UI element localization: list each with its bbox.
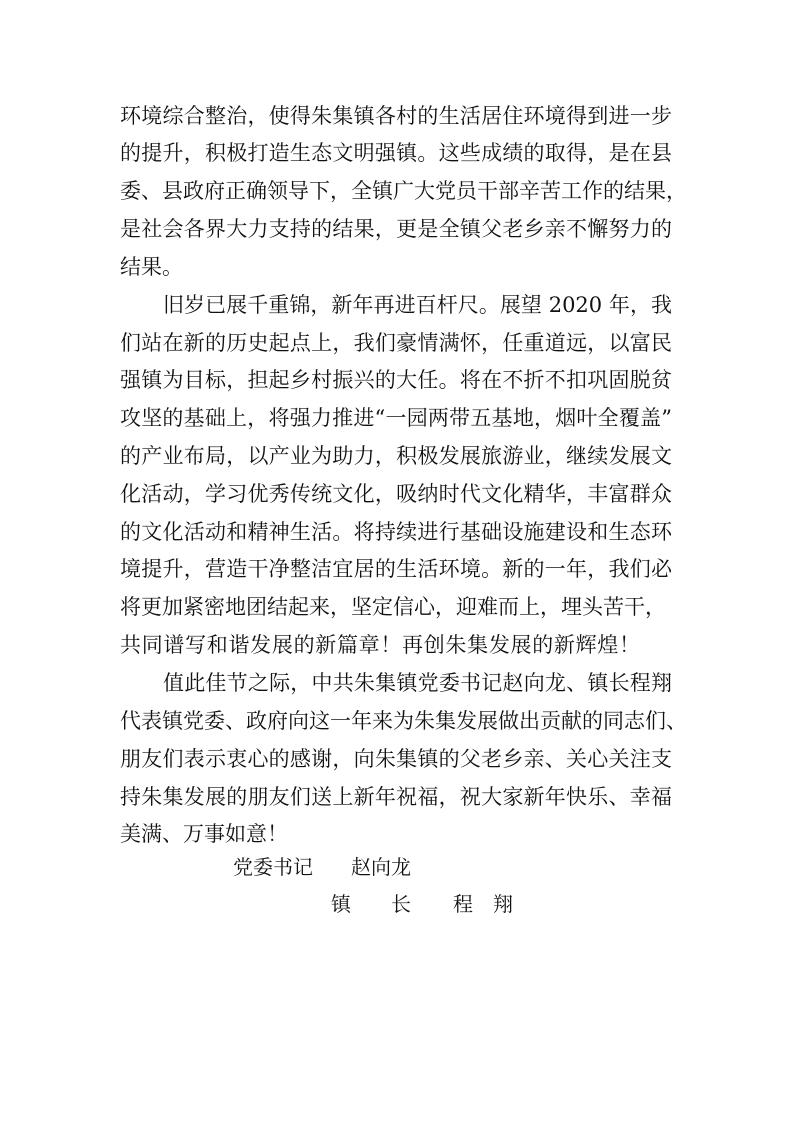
paragraph-line: 委、县政府正确领导下，全镇广大党员干部辛苦工作的结果， <box>120 179 687 203</box>
paragraph-line: 是社会各界大力支持的结果，更是全镇父老乡亲不懈努力的 <box>120 217 672 241</box>
signature-mayor-name: 程 翔 <box>453 892 513 916</box>
paragraph-line: 美满、万事如意！ <box>120 822 288 846</box>
paragraph-line: 代表镇党委、政府向这一年来为朱集发展做出贡献的同志们、 <box>120 709 687 733</box>
paragraph-line: 朋友们表示衷心的感谢，向朱集镇的父老乡亲、关心关注支 <box>120 747 672 771</box>
paragraph-line: 的文化活动和精神生活。将持续进行基础设施建设和生态环 <box>120 520 672 544</box>
paragraph-line: 化活动，学习优秀传统文化，吸纳时代文化精华，丰富群众 <box>120 482 672 506</box>
paragraph-line: 持朱集发展的朋友们送上新年祝福，祝大家新年快乐、幸福 <box>120 785 672 809</box>
paragraph-line: 环境综合整治，使得朱集镇各村的生活居住环境得到进一步 <box>120 104 672 128</box>
paragraph-line: 的产业布局，以产业为助力，积极发展旅游业，继续发展文 <box>120 444 672 468</box>
paragraph-line: 的提升，积极打造生态文明强镇。这些成绩的取得，是在县 <box>120 141 672 165</box>
paragraph-line: 旧岁已展千重锦，新年再进百杆尺。展望 2020 年，我 <box>163 293 672 317</box>
signature-secretary-name: 赵向龙 <box>351 855 411 879</box>
paragraph-line: 们站在新的历史起点上，我们豪情满怀，任重道远，以富民 <box>120 331 672 355</box>
paragraph-line: 境提升，营造干净整洁宜居的生活环境。新的一年，我们必 <box>120 557 672 581</box>
paragraph-line: 值此佳节之际，中共朱集镇党委书记赵向龙、镇长程翔 <box>163 671 672 695</box>
paragraph-line: 将更加紧密地团结起来，坚定信心，迎难而上，埋头苦干， <box>120 595 666 619</box>
paragraph-line: 结果。 <box>120 255 183 279</box>
signature-mayor-title: 镇 长 <box>331 892 411 916</box>
paragraph-line: 攻坚的基础上，将强力推进“一园两带五基地，烟叶全覆盖” <box>120 406 672 430</box>
paragraph-line: 共同谱写和谐发展的新篇章！再创朱集发展的新辉煌！ <box>120 633 640 657</box>
paragraph-line: 强镇为目标，担起乡村振兴的大任。将在不折不扣巩固脱贫 <box>120 368 672 392</box>
signature-secretary-title: 党委书记 <box>233 855 313 879</box>
